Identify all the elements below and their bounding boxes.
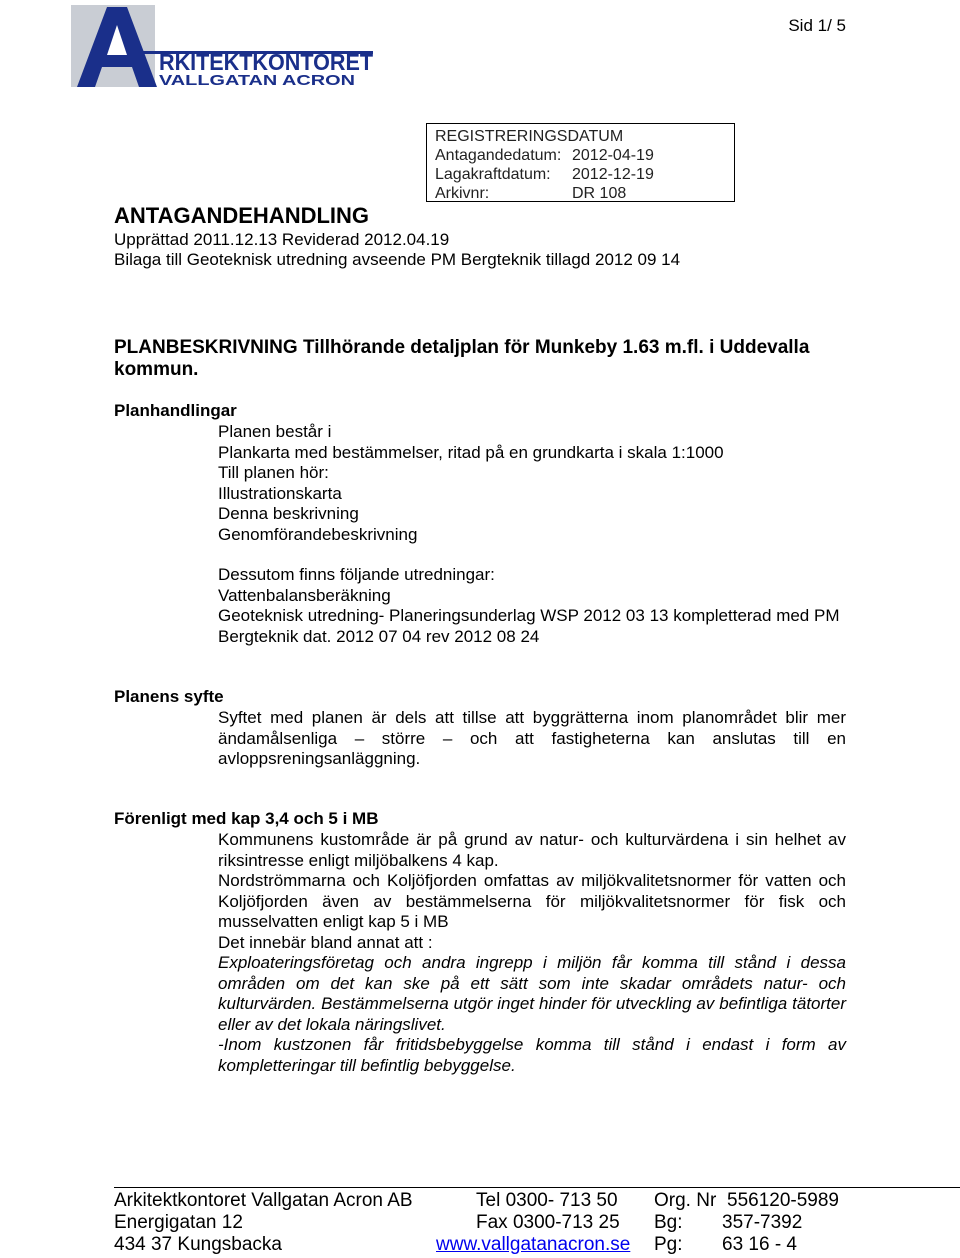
list-item: Plankarta med bestämmelser, ritad på en grundkarta i skala 1:1000 xyxy=(218,442,724,462)
footer-phone: Tel 0300- 713 50 xyxy=(476,1190,618,1211)
website-link[interactable]: www.vallgatanacron.se xyxy=(436,1234,631,1255)
document-created: Upprättad 2011.12.13 Reviderad 2012.04.19 xyxy=(114,230,450,249)
registration-value: DR 108 xyxy=(572,185,627,202)
page-number: Sid 1/ 5 xyxy=(788,16,846,35)
list-item: Vattenbalansberäkning xyxy=(218,585,391,605)
registration-value: 2012-12-19 xyxy=(572,166,654,183)
utredningar-list xyxy=(218,565,846,647)
syfte-text: Syftet med planen är dels att tillse att byggrätterna inom planområdet blir mer ändamålsenliga – större – och att fastigheterna kan anslutas till en avloppsreningsanläggning. xyxy=(218,708,846,768)
planhandlingar-list xyxy=(218,422,846,545)
logo-line2: VALLGATAN ACRON xyxy=(159,72,355,87)
registration-box xyxy=(426,123,735,202)
footer-divider xyxy=(114,1187,960,1188)
section-heading-syfte: Planens syfte xyxy=(114,687,224,706)
footer xyxy=(114,1190,960,1256)
footer-city: 434 37 Kungsbacka xyxy=(114,1234,282,1255)
registration-row xyxy=(435,165,734,184)
document-appendix: Bilaga till Geoteknisk utredning avseende PM Bergteknik tillagd 2012 09 14 xyxy=(114,250,681,269)
registration-row xyxy=(435,184,734,203)
footer-value: 63 16 - 4 xyxy=(722,1234,797,1255)
footer-row xyxy=(114,1212,960,1234)
footer-label: Pg: xyxy=(654,1234,683,1255)
registration-key: Antagandedatum: xyxy=(435,147,562,164)
footer-value: 556120-5989 xyxy=(727,1190,839,1211)
registration-heading: REGISTRERINGSDATUM xyxy=(435,128,624,145)
footer-label: Bg: xyxy=(654,1212,683,1233)
company-logo xyxy=(71,5,376,87)
footer-fax: Fax 0300-713 25 xyxy=(476,1212,620,1233)
list-item: Illustrationskarta xyxy=(218,483,342,503)
registration-value: 2012-04-19 xyxy=(572,147,654,164)
italic-paragraph: -Inom kustzonen får fritidsbebyggelse komma till stånd i endast i form av kompletteringar till befintlig bebyggelse. xyxy=(218,1035,846,1075)
registration-key: Arkivnr: xyxy=(435,185,490,202)
paragraph: Kommunens kustområde är på grund av natur- och kulturvärdena i sin helhet av riksintresse enligt miljöbalkens 4 kap. xyxy=(218,830,846,870)
italic-paragraph: Exploateringsföretag och andra ingrepp i miljön får komma till stånd i dessa områden om det kan ske på ett sätt som inte skadar områdets natur- och kulturvärden. Bestämmelserna utgör inget hinder för utveckling av befintliga tätorter eller av det lokala näringslivet. xyxy=(218,953,846,1034)
document-type: ANTAGANDEHANDLING xyxy=(114,203,370,228)
logo-line1: RKITEKTKONTORET xyxy=(159,49,373,75)
list-item: Till planen hör: xyxy=(218,463,329,482)
footer-company: Arkitektkontoret Vallgatan Acron AB xyxy=(114,1190,413,1211)
footer-row xyxy=(114,1190,960,1212)
list-item: Dessutom finns följande utredningar: xyxy=(218,565,495,584)
footer-label: Org. Nr xyxy=(654,1190,717,1211)
plan-title: PLANBESKRIVNING Tillhörande detaljplan för Munkeby 1.63 m.fl. i Uddevalla kommun. xyxy=(114,337,810,380)
paragraph: Det innebär bland annat att : xyxy=(218,932,433,952)
footer-value: 357-7392 xyxy=(722,1212,803,1233)
list-item: Planen består i xyxy=(218,422,332,441)
list-item: Denna beskrivning xyxy=(218,504,359,523)
section-heading-mb: Förenligt med kap 3,4 och 5 i MB xyxy=(114,809,379,828)
section-heading-planhandlingar: Planhandlingar xyxy=(114,401,237,420)
paragraph: Nordströmmarna och Koljöfjorden omfattas av miljökvalitetsnormer för vatten och Koljöfjorden även av bestämmelserna för miljökvalitetsnormer för fisk och musselvatten enligt kap 5 i MB xyxy=(218,871,846,931)
list-item: Geoteknisk utredning- Planeringsunderlag WSP 2012 03 13 kompletterad med PM Bergteknik dat. 2012 07 04 rev 2012 08 24 xyxy=(218,606,840,646)
registration-key: Lagakraftdatum: xyxy=(435,166,551,183)
list-item: Genomförandebeskrivning xyxy=(218,524,418,544)
mb-body xyxy=(218,830,846,1076)
registration-row xyxy=(435,146,734,165)
footer-row xyxy=(114,1234,960,1256)
footer-street: Energigatan 12 xyxy=(114,1212,243,1233)
